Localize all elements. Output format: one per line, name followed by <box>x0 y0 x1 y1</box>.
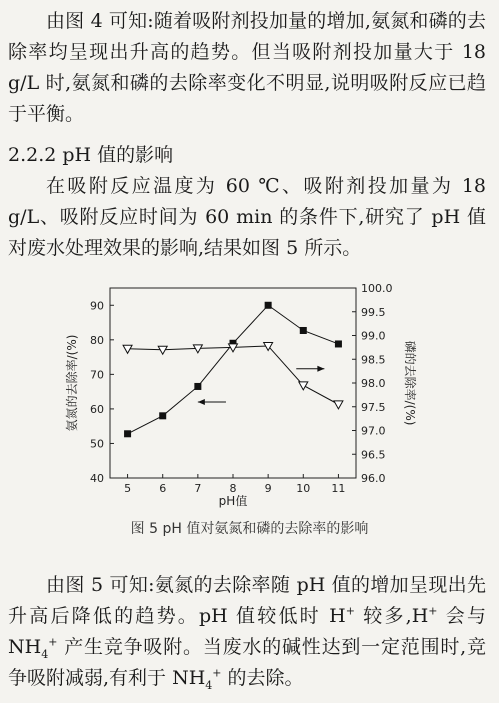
x-tick-label: 5 <box>124 482 132 495</box>
series-phosphorus-line <box>128 346 339 404</box>
x-tick-label: 7 <box>194 482 202 495</box>
paragraph-3 <box>8 570 486 694</box>
nh4-sub: 4 <box>205 678 213 692</box>
x-tick-label: 6 <box>159 482 167 495</box>
y-right-tick-label: 98.0 <box>361 377 386 390</box>
x-tick-label: 10 <box>296 482 311 495</box>
x-axis-label: pH值 <box>218 494 248 508</box>
point-ammonia <box>194 383 201 390</box>
nh4-sup: + <box>48 635 58 649</box>
point-ammonia <box>335 340 342 347</box>
arrow-left-head <box>198 399 205 405</box>
y-right-tick-label: 100.0 <box>361 282 393 295</box>
p3-text-b: 较多,H <box>354 605 429 627</box>
h-plus-sup: + <box>345 604 355 618</box>
paragraph-2: 在吸附反应温度为 60 ℃、吸附剂投加量为 18 g/L、吸附反应时间为 60 min 的条件下,研究了 pH 值对废水处理效果的影响,结果如图 5 所示。 <box>8 175 486 259</box>
x-tick-label: 9 <box>264 482 272 495</box>
y-right-tick-label: 99.0 <box>361 329 386 343</box>
y-right-tick-label: 97.0 <box>361 424 386 438</box>
point-phosphorus <box>299 382 308 390</box>
section-heading: 2.2.2 pH 值的影响 <box>8 144 174 166</box>
y-left-tick-label: 40 <box>90 472 104 485</box>
point-ammonia <box>124 430 131 437</box>
p3-text-d: 产生竞争吸附。当废水的碱性达到一定范围时,竞争吸附减弱,有利于 NH <box>8 636 486 689</box>
y-right-tick-label: 96.5 <box>361 448 386 462</box>
p3-text-a: 由图 5 可知:氨氮的去除率随 pH 值的增加呈现出先升高后降低的趋势。pH 值较低时 H <box>8 574 486 627</box>
p3-text-c: 会与 NH <box>8 605 486 658</box>
paragraph-1: 由图 4 可知:随着吸附剂投加量的增加,氨氮和磷的去除率均呈现出升高的趋势。但当吸附剂投加量大于 18 g/L 时,氨氮和磷的去除率变化不明显,说明吸附反应已趋于平衡。 <box>8 10 486 125</box>
x-tick-label: 11 <box>331 482 346 495</box>
nh4-sub: 4 <box>41 647 49 661</box>
y-left-tick-label: 60 <box>90 402 104 416</box>
y-left-axis-label: 氨氮的去除率/(%) <box>65 334 79 432</box>
y-left-tick-label: 50 <box>90 437 104 451</box>
plot-frame <box>110 288 356 478</box>
y-left-tick-label: 80 <box>90 333 104 347</box>
y-right-axis-label: 磷的去除率/(%) <box>403 340 417 426</box>
y-right-tick-label: 97.5 <box>361 400 386 414</box>
point-ammonia <box>300 327 307 334</box>
figure-caption: 图 5 pH 值对氨氮和磷的去除率的影响 <box>130 521 369 537</box>
figure-5-chart <box>60 280 460 510</box>
x-tick-label: 8 <box>229 482 237 495</box>
series-ammonia-line <box>128 305 339 434</box>
arrow-right-head <box>317 366 324 372</box>
nh4-sup: + <box>212 666 222 680</box>
point-ammonia <box>159 412 166 419</box>
y-left-tick-label: 90 <box>90 299 104 313</box>
point-ammonia <box>265 302 272 309</box>
y-right-tick-label: 98.5 <box>361 353 386 367</box>
p3-text-e: 的去除。 <box>221 667 304 689</box>
y-right-tick-label: 96.0 <box>361 472 386 485</box>
h-plus-sup: + <box>428 604 438 618</box>
point-phosphorus <box>334 401 343 409</box>
y-left-tick-label: 70 <box>90 368 104 382</box>
y-right-tick-label: 99.5 <box>361 305 386 319</box>
point-phosphorus <box>158 346 167 354</box>
